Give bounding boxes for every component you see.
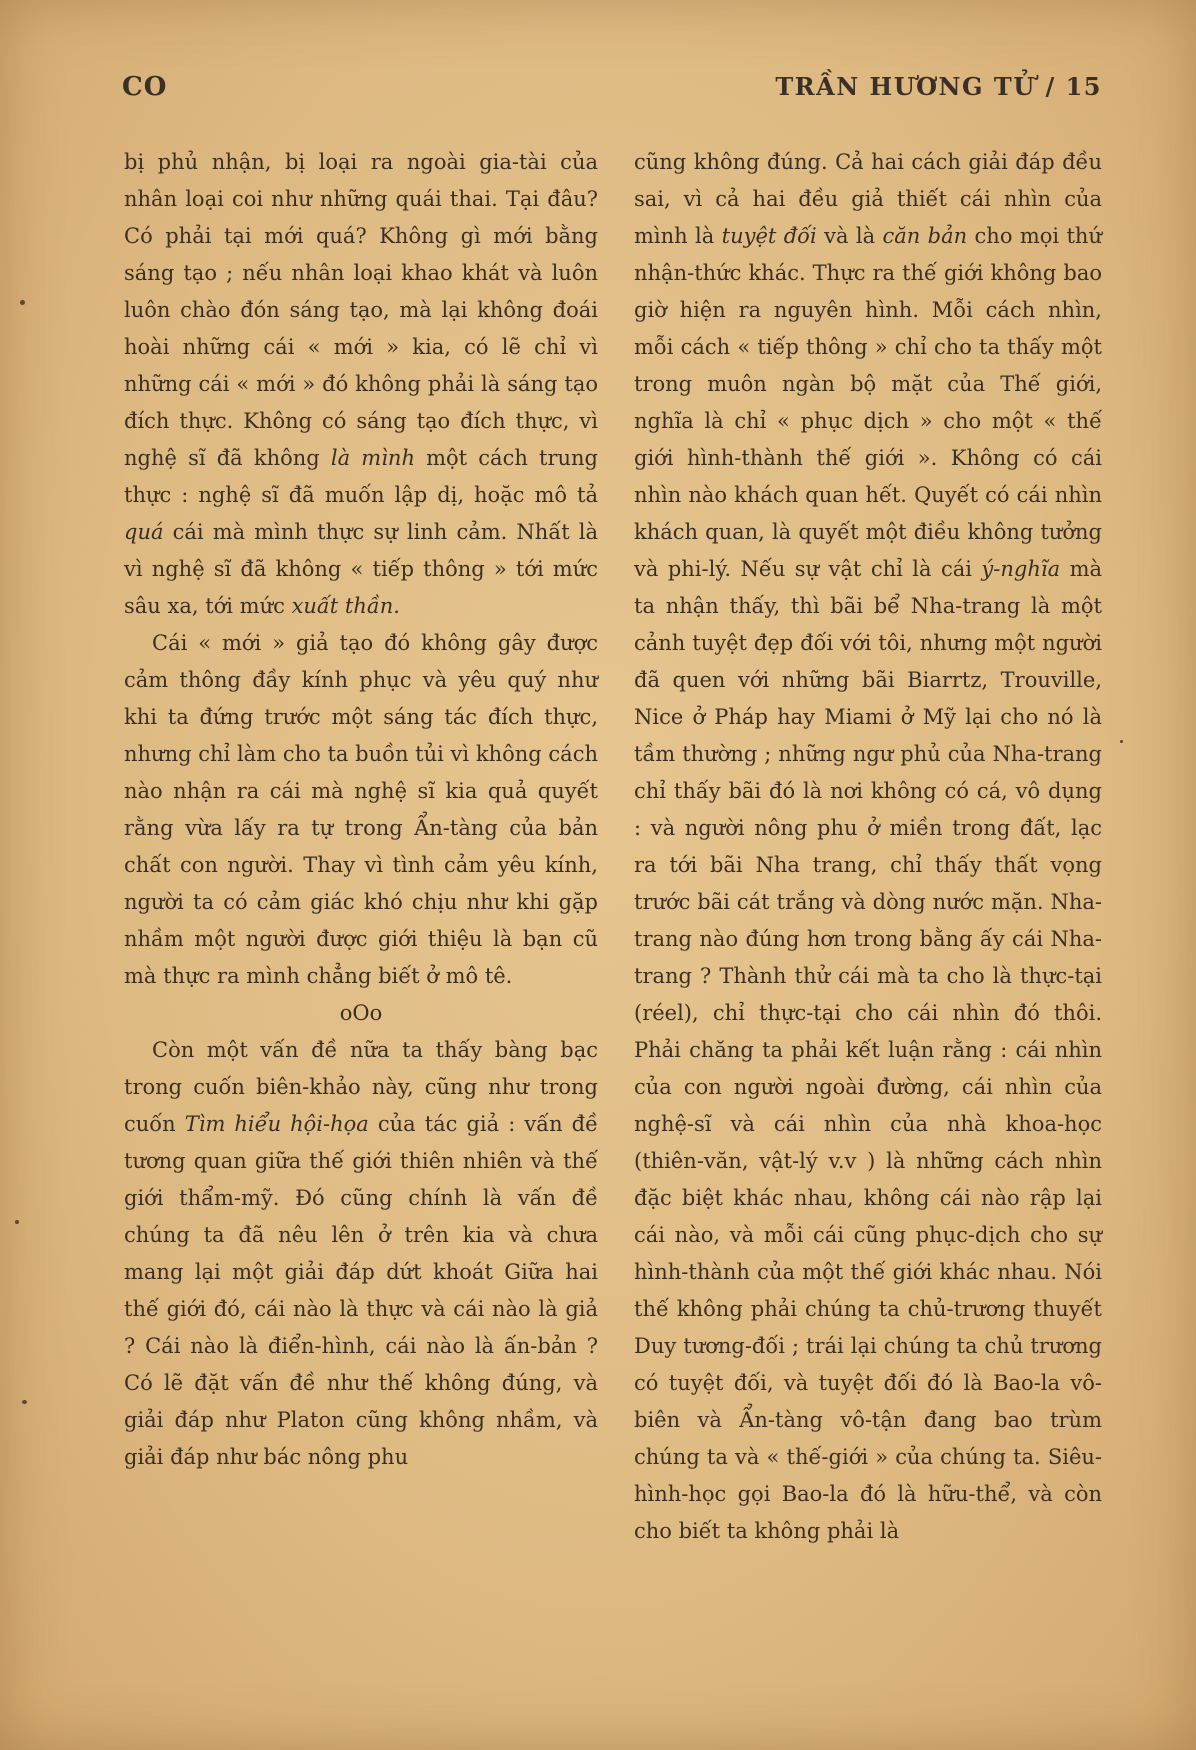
paragraph (124, 1032, 598, 1476)
paragraph (634, 144, 1102, 1550)
paragraph (124, 144, 598, 625)
text-run: Còn một vấn đề nữa ta thấy bàng bạc trong cuốn biên-khảo này, cũng như trong cuốn (124, 1038, 598, 1136)
italic-text: xuất thần (291, 594, 394, 618)
italic-text: là mình (330, 446, 415, 470)
text-run: một cách trung thực : nghệ sĩ đã muốn lập dị, hoặc mô tả (124, 446, 598, 507)
text-run: . (393, 594, 400, 618)
paper-speck (20, 300, 25, 305)
text-run: cho mọi thứ nhận-thức khác. Thực ra thế giới không bao giờ hiện ra nguyên hình. Mỗi cách nhìn, mỗi cách « tiếp thông » chỉ cho ta thấy một trong muôn ngàn bộ mặt của Thế giới, nghĩa là chỉ « phục dịch » cho một « thế giới hình-thành thế giới ». Không có cái nhìn nào khách quan hết. Quyết có cái nhìn khách quan, là quyết một điều không tưởng và phi-lý. Nếu sự vật chỉ là cái (634, 224, 1102, 581)
italic-text: căn bản (882, 224, 968, 248)
text-run: cũng không đúng. Cả hai cách giải đáp đều sai, vì cả hai đều giả thiết cái nhìn của mình là (634, 150, 1102, 248)
text-run: và là (816, 224, 883, 248)
left-column (124, 144, 598, 1476)
section-separator: oOo (339, 1001, 383, 1025)
italic-text: tuyệt đối (721, 224, 817, 248)
right-column (634, 144, 1102, 1550)
text-run: cái mà mình thực sự linh cảm. Nhất là vì nghệ sĩ đã không « tiếp thông » tới mức sâu xa, tới mức (124, 520, 598, 618)
italic-text: quá (124, 520, 164, 544)
text-run: mà ta nhận thấy, thì bãi bể Nha-trang là một cảnh tuyệt đẹp đối với tôi, nhưng một người đã quen với những bãi Biarrtz, Trouville, Nice ở Pháp hay Miami ở Mỹ lại cho nó là tầm thường ; những ngư phủ của Nha-trang chỉ thấy bãi đó là nơi không có cá, vô dụng : và người nông phu ở miền trong đất, lạc ra tới bãi Nha trang, chỉ thấy thất vọng trước bãi cát trắng và dòng nước mặn. Nha-trang nào đúng hơn trong bằng ấy cái Nha-trang ? Thành thử cái mà ta cho là thực-tại (réel), chỉ thực-tại cho cái nhìn đó thôi. Phải chăng ta phải kết luận rằng : cái nhìn của con người ngoài đường, cái nhìn của nghệ-sĩ và cái nhìn của nhà khoa-học (thiên-văn, vật-lý v.v ) là những cách nhìn đặc biệt khác nhau, không cái nào rập lại cái nào, và mỗi cái cũng phục-dịch cho sự hình-thành của một thế giới khác nhau. Nói thế không phải chúng ta chủ-trương thuyết Duy tương-đối ; trái lại chúng ta chủ trương có tuyệt đối, và tuyệt đối đó là Bao-la vô-biên và Ẩn-tàng vô-tận đang bao trùm chúng ta và « thế-giới » của chúng ta. Siêu-hình-học gọi Bao-la đó là hữu-thể, và còn cho biết ta không phải là (634, 557, 1103, 1543)
text-run: bị phủ nhận, bị loại ra ngoài gia-tài của nhân loại coi như những quái thai. Tại đâu? Có phải tại mới quá? Không gì mới bằng sáng tạo ; nếu nhân loại khao khát và luôn luôn chào đón sáng tạo, mà lại không đoái hoài những cái « mới » kia, có lẽ chỉ vì những cái « mới » đó không phải là sáng tạo đích thực. Không có sáng tạo đích thực, vì nghệ sĩ đã không (124, 150, 598, 470)
running-header: TRẦN HƯƠNG TỬ / 15 (775, 72, 1102, 101)
italic-text: Tìm hiểu hội-họa (184, 1112, 369, 1136)
italic-text: ý-nghĩa (981, 557, 1061, 581)
text-run: của tác giả : vấn đề tương quan giữa thế giới thiên nhiên và thế giới thẩm-mỹ. Đó cũng chính là vấn đề chúng ta đã nêu lên ở trên kia và chưa mang lại một giải đáp dứt khoát Giữa hai thế giới đó, cái nào là thực và cái nào là giả ? Cái nào là điển-hình, cái nào là ấn-bản ? Có lẽ đặt vấn đề như thế không đúng, và giải đáp như Platon cũng không nhầm, và giải đáp như bác nông phu (124, 1112, 599, 1469)
paper-speck (1120, 740, 1123, 743)
page-corner-mark: CO (122, 72, 168, 102)
paper-speck (22, 1400, 27, 1404)
paper-speck (15, 1220, 19, 1224)
paragraph: Cái « mới » giả tạo đó không gây được cảm thông đầy kính phục và yêu quý như khi ta đứng trước một sáng tác đích thực, nhưng chỉ làm cho ta buồn tủi vì không cách nào nhận ra cái mà nghệ sĩ kia quả quyết rằng vừa lấy ra tự trong Ẩn-tàng của bản chất con người. Thay vì tình cảm yêu kính, người ta có cảm giác khó chịu như khi gặp nhầm một người được giới thiệu là bạn cũ mà thực ra mình chẳng biết ở mô tê. (124, 631, 598, 988)
